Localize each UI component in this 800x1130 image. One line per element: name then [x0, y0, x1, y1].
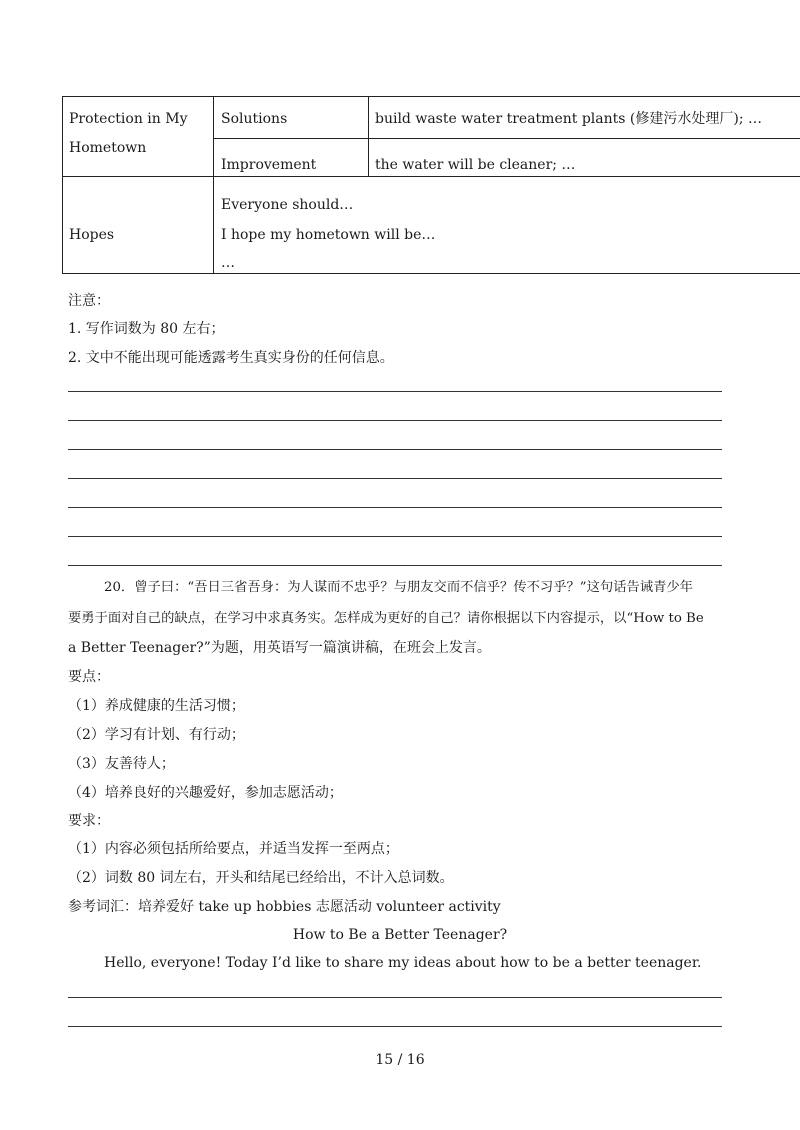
essay-title: How to Be a Better Teenager?	[292, 927, 508, 943]
answer-line[interactable]	[68, 449, 722, 450]
q20-line-1: 20．曾子曰：“吾日三省吾身：为人谋而不忠乎？与朋友交而不信乎？传不习乎？”这句话告诫青少年	[104, 580, 693, 595]
answer-line[interactable]	[68, 536, 722, 537]
q20-point-1: （1）养成健康的生活习惯；	[68, 698, 245, 714]
table-row-divider-main	[63, 176, 800, 177]
page-number: 15 / 16	[375, 1052, 425, 1068]
q20-line-2: 要勇于面对自己的缺点，在学习中求真务实。怎样成为更好的自己？请你根据以下内容提示，以“How to Be	[68, 611, 704, 626]
table-label-protection: Protection in My	[69, 111, 188, 127]
table-row-divider-inner	[213, 138, 800, 139]
table-hopes-line-2: I hope my hometown will be…	[221, 227, 436, 243]
q20-vocabulary: 参考词汇：培养爱好 take up hobbies 志愿活动 volunteer activity	[68, 899, 501, 915]
table-label-hometown: Hometown	[69, 140, 147, 156]
table-col-divider-1	[213, 97, 214, 273]
q20-requirement-1: （1）内容必须包括所给要点，并适当发挥一至两点；	[68, 841, 399, 857]
answer-line[interactable]	[68, 478, 722, 479]
answer-line[interactable]	[68, 1026, 722, 1027]
notes-item-2: 2. 文中不能出现可能透露考生真实身份的任何信息。	[68, 350, 394, 366]
q20-line-3: a Better Teenager?”为题，用英语写一篇演讲稿，在班会上发言。	[68, 640, 491, 656]
answer-line[interactable]	[68, 391, 722, 392]
q20-point-3: （3）友善待人；	[68, 756, 175, 772]
notes-heading: 注意：	[68, 293, 110, 309]
answer-line[interactable]	[68, 565, 722, 566]
essay-opening: Hello, everyone! Today I’d like to share my ideas about how to be a better teenager.	[104, 955, 702, 971]
table-label-hopes: Hopes	[69, 227, 115, 243]
table-label-solutions: Solutions	[221, 111, 288, 127]
table-value-improvement: the water will be cleaner; …	[375, 157, 576, 173]
table-col-divider-2	[368, 97, 369, 177]
answer-line[interactable]	[68, 997, 722, 998]
answer-line[interactable]	[68, 420, 722, 421]
q20-point-4: （4）培养良好的兴趣爱好，参加志愿活动；	[68, 785, 343, 801]
q20-requirements-heading: 要求：	[68, 813, 110, 829]
table-value-solutions: build waste water treatment plants (修建污水处理厂); …	[375, 111, 762, 127]
table-hopes-line-3: …	[221, 255, 235, 271]
outline-table	[62, 96, 800, 274]
table-hopes-line-1: Everyone should…	[221, 197, 354, 213]
answer-line[interactable]	[68, 507, 722, 508]
q20-requirement-2: （2）词数 80 词左右，开头和结尾已经给出，不计入总词数。	[68, 870, 454, 886]
q20-point-2: （2）学习有计划、有行动；	[68, 727, 245, 743]
notes-item-1: 1. 写作词数为 80 左右；	[68, 321, 225, 337]
table-label-improvement: Improvement	[221, 157, 317, 173]
q20-points-heading: 要点：	[68, 669, 110, 685]
